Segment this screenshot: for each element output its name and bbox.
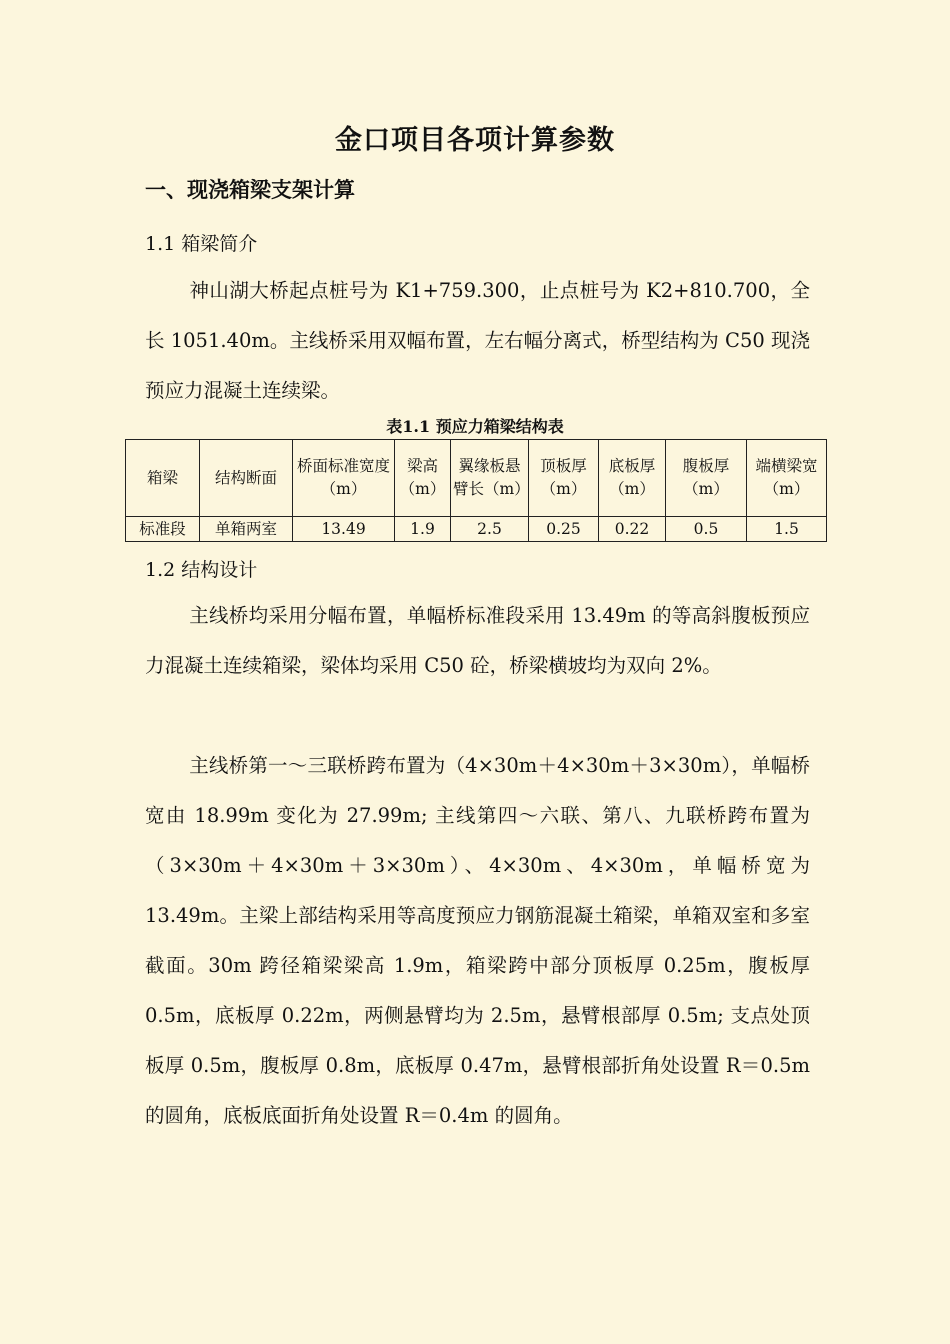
table-header-cell: 桥面标准宽度（m） — [293, 440, 395, 517]
table-header-cell: 翼缘板悬臂长（m） — [451, 440, 529, 517]
table-caption: 表1.1 预应力箱梁结构表 — [386, 417, 564, 436]
table-header-cell: 腹板厚（m） — [666, 440, 747, 517]
section-heading-1: 一、现浇箱梁支架计算 — [145, 177, 355, 202]
table-header-cell: 顶板厚（m） — [529, 440, 599, 517]
table-header-cell: 端横梁宽（m） — [747, 440, 827, 517]
paragraph-span-layout — [145, 741, 810, 1141]
table-cell: 1.9 — [395, 517, 451, 542]
page-title: 金口项目各项计算参数 — [335, 125, 615, 156]
paragraph-bridge-intro-text: 神山湖大桥起点桩号为 K1+759.300，止点桩号为 K2+810.700，全长 1051.40m。主线桥采用双幅布置，左右幅分离式，桥型结构为 C50 现浇预应力混凝土连续梁。 — [145, 279, 810, 402]
table-cell: 0.22 — [599, 517, 666, 542]
table-header-cell: 底板厚（m） — [599, 440, 666, 517]
table-header-cell: 梁高（m） — [395, 440, 451, 517]
paragraph-bridge-intro — [145, 266, 810, 416]
table-row — [126, 517, 827, 542]
table-header-row — [126, 440, 827, 517]
box-girder-structure-table — [125, 439, 827, 542]
table-cell: 0.25 — [529, 517, 599, 542]
paragraph-structure-design-text: 主线桥均采用分幅布置，单幅桥标准段采用 13.49m 的等高斜腹板预应力混凝土连续箱梁，梁体均采用 C50 砼，桥梁横坡均为双向 2%。 — [145, 604, 810, 677]
table-cell: 标准段 — [126, 517, 200, 542]
table-cell: 0.5 — [666, 517, 747, 542]
table-header-cell: 结构断面 — [200, 440, 293, 517]
table-header-cell: 箱梁 — [126, 440, 200, 517]
subsection-heading-1-1: 1.1 箱梁简介 — [145, 233, 258, 255]
paragraph-span-layout-text: 主线桥第一～三联桥跨布置为（4×30m＋4×30m＋3×30m），单幅桥宽由 18.99m 变化为 27.99m; 主线第四～六联、第八、九联桥跨布置为（3×30m＋4×30m＋3×30m）、4×30m、4×30m，单幅桥宽为 13.49m。主梁上部结构采用等高度预应力钢筋混凝土箱梁，单箱双室和多室截面。30m 跨径箱梁梁高 1.9m，箱梁跨中部分顶板厚 0.25m，腹板厚 0.5m，底板厚 0.22m，两侧悬臂均为 2.5m，悬臂根部厚 0.5m; 支点处顶板厚 0.5m，腹板厚 0.8m，底板厚 0.47m，悬臂根部折角处设置 R＝0.5m 的圆角，底板底面折角处设置 R＝0.4m 的圆角。 — [145, 754, 810, 1127]
subsection-heading-1-2: 1.2 结构设计 — [145, 559, 258, 581]
table-cell: 2.5 — [451, 517, 529, 542]
table-cell: 单箱两室 — [200, 517, 293, 542]
paragraph-structure-design — [145, 591, 810, 691]
table-cell: 1.5 — [747, 517, 827, 542]
table-cell: 13.49 — [293, 517, 395, 542]
